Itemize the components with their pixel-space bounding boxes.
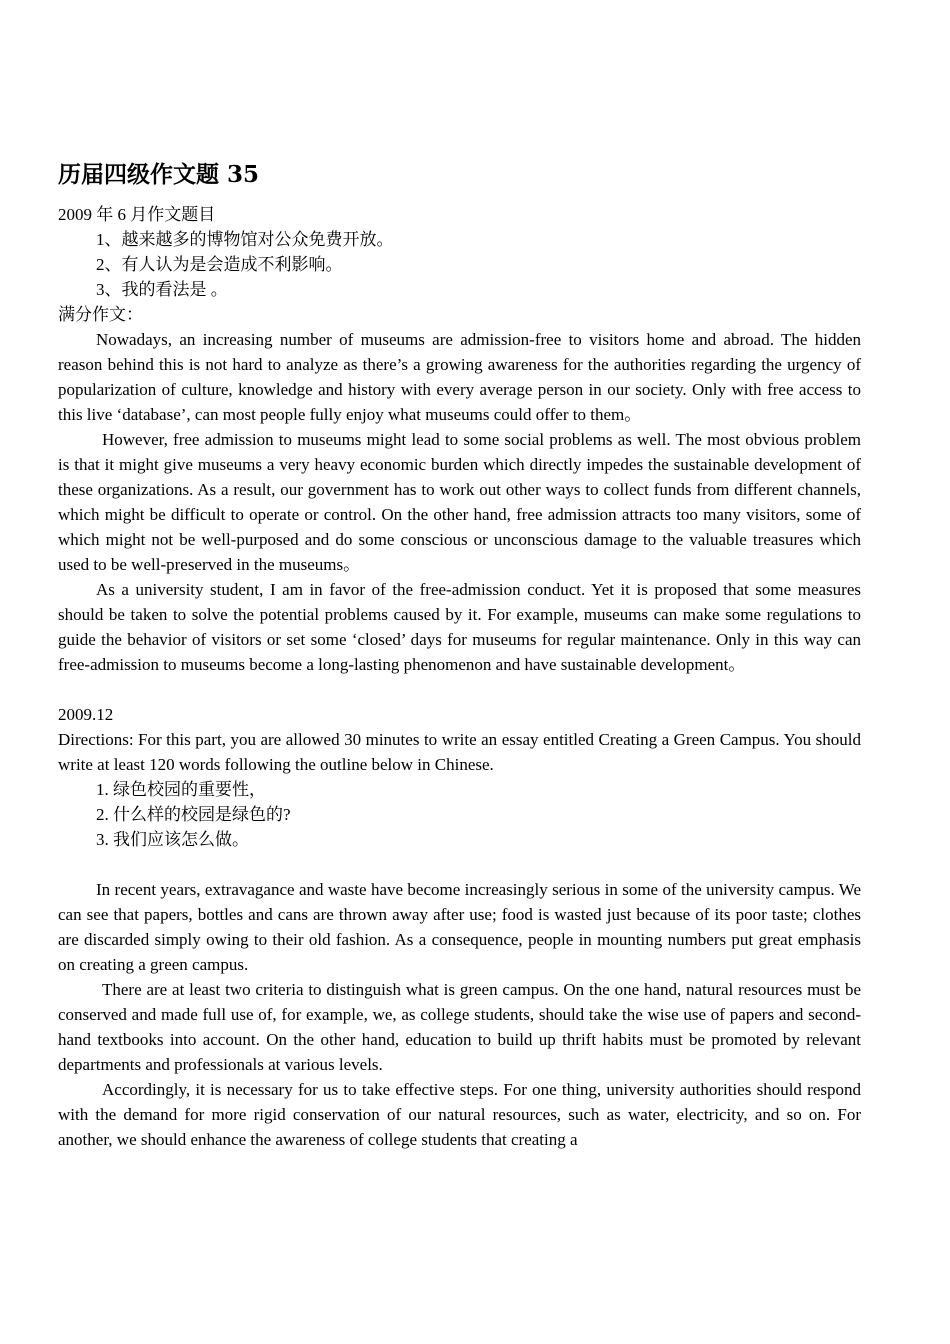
outline-item: 1. 绿色校园的重要性，: [96, 780, 266, 799]
essay-paragraph: In recent years, extravagance and waste have become increasingly serious in some of the university campus. We can see that papers, bottles and cans are thrown away after use; food is wasted just because of its poor taste; clothes are discarded simply owing to their old fashion. As a consequence, people in mounting numbers put great emphasis on creating a green campus.: [58, 880, 861, 974]
outline-item: 1、越来越多的博物馆对公众免费开放。: [96, 230, 394, 249]
outline-item: 3. 我们应该怎么做。: [96, 830, 249, 849]
section-2009-june: [58, 202, 861, 677]
essay-paragraph: However, free admission to museums might lead to some social problems as well. The most obvious problem is that it might give museums a very heavy economic burden which directly impedes the sustainable development of these organizations. As a result, our government has to work out other ways to collect funds from different channels, which might be difficult to operate or control. On the other hand, free admission attracts too many visitors, some of which might not be well-purposed and do some conscious or unconscious damage to the valuable treasures which used to be well-preserved in the museums。: [58, 430, 861, 574]
essay-paragraph: Nowadays, an increasing number of museums are admission-free to visitors home and abroad. The hidden reason behind this is not hard to analyze as there’s a growing awareness for the authorities regarding the urgency of popularization of culture, knowledge and history with every average person in our society. Only with free access to this live ‘database’, can most people fully enjoy what museums could offer to them。: [58, 330, 861, 424]
directions-text: Directions: For this part, you are allowed 30 minutes to write an essay entitled Creating a Green Campus. You should write at least 120 words following the outline below in Chinese.: [58, 730, 861, 774]
essay-paragraph: There are at least two criteria to distinguish what is green campus. On the one hand, natural resources must be conserved and made full use of, for example, we, as college students, should take the wise use of papers and second-hand textbooks into account. On the other hand, education to build up thrift habits must be promoted by relevant departments and professionals at various levels.: [58, 980, 861, 1074]
essay-paragraph: Accordingly, it is necessary for us to take effective steps. For one thing, university authorities should respond with the demand for more rigid conservation of our natural resources, such as water, electricity, and so on. For another, we should enhance the awareness of college students that creating a: [58, 1080, 861, 1149]
outline-item: 3、我的看法是 。: [96, 280, 228, 299]
essay-label: 满分作文：: [58, 305, 143, 324]
page-title: 历届四级作文题 35: [58, 161, 260, 188]
section-2009-december: [58, 702, 861, 1152]
document-content: [58, 158, 861, 1152]
section-heading: 2009 年 6 月作文题目: [58, 205, 216, 224]
section-heading: 2009.12: [58, 705, 114, 724]
essay-paragraph: As a university student, I am in favor of the free-admission conduct. Yet it is proposed that some measures should be taken to solve the potential problems caused by it. For example, museums can make some regulations to guide the behavior of visitors or set some ‘closed’ days for museums for regular maintenance. Only in this way can free-admission to museums become a long-lasting phenomenon and have sustainable development。: [58, 580, 861, 674]
outline-item: 2. 什么样的校园是绿色的?: [96, 805, 291, 824]
spacer: [58, 852, 861, 877]
spacer: [58, 677, 861, 702]
outline-item: 2、有人认为是会造成不利影响。: [96, 255, 343, 274]
